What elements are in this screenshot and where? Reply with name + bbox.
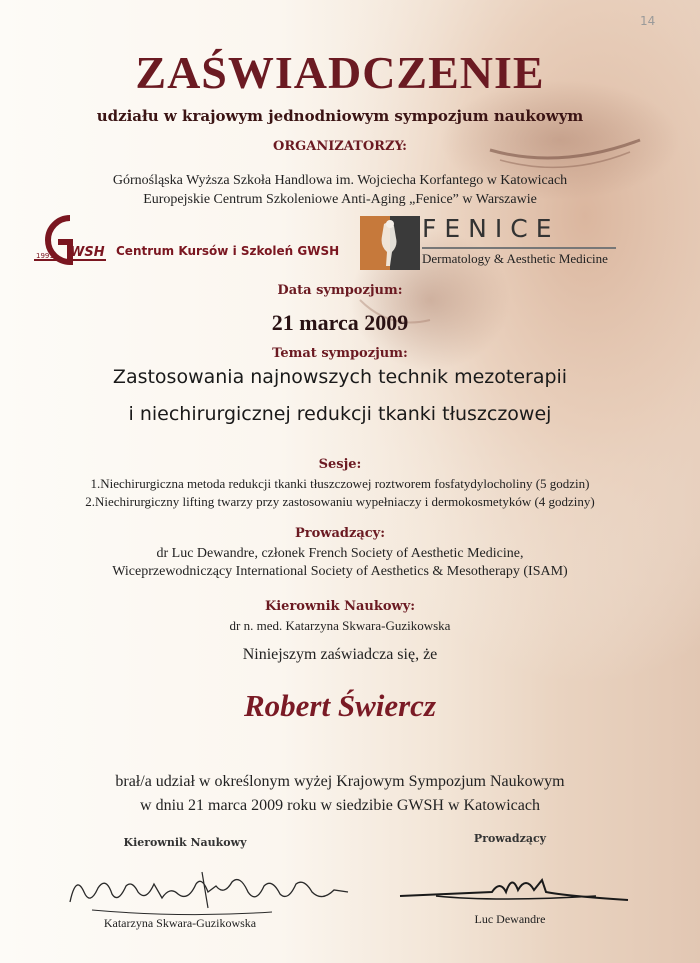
gwsh-logo-year: 1991 bbox=[36, 252, 54, 260]
right-signature-label: Prowadzący bbox=[473, 832, 547, 845]
left-handwritten-signature bbox=[62, 862, 362, 922]
gwsh-logo bbox=[30, 212, 108, 268]
topic-line-1: Zastosowania najnowszych technik mezoterapii bbox=[112, 366, 568, 388]
date-value: 21 marca 2009 bbox=[271, 310, 409, 335]
right-handwritten-signature bbox=[396, 862, 636, 910]
topic-line-2: i niechirurgicznej redukcji tkanki tłuszczowej bbox=[128, 403, 552, 425]
gwsh-centre-name: Centrum Kursów i Szkoleń GWSH bbox=[116, 244, 340, 258]
fenice-brand-name: FENICE bbox=[422, 214, 560, 243]
recipient-name: Robert Świercz bbox=[243, 688, 437, 723]
scientific-head-name: dr n. med. Katarzyna Skwara-Guzikowska bbox=[229, 618, 451, 633]
fenice-divider bbox=[422, 247, 616, 249]
page-number: 14 bbox=[640, 14, 656, 28]
lecturer-label: Prowadzący: bbox=[294, 526, 386, 541]
closing-line-1: brał/a udział w określonym wyżej Krajowym Sympozjum Naukowym bbox=[115, 773, 565, 790]
fenice-logo-icon bbox=[360, 216, 420, 270]
organizers-label: ORGANIZATORZY: bbox=[273, 139, 407, 154]
sessions-label: Sesje: bbox=[318, 457, 362, 472]
fenice-tagline: Dermatology & Aesthetic Medicine bbox=[422, 251, 608, 266]
topic-label: Temat sympozjum: bbox=[272, 346, 408, 361]
session-item-2: 2.Niechirurgiczny lifting twarzy przy zastosowaniu wypełniaczy i dermokosmetyków (4 godziny) bbox=[85, 494, 595, 509]
date-label: Data sympozjum: bbox=[277, 283, 403, 298]
scientific-head-label: Kierownik Naukowy: bbox=[264, 599, 416, 614]
lecturer-line-1: dr Luc Dewandre, członek French Society of Aesthetic Medicine, bbox=[156, 546, 524, 561]
certification-statement: Niniejszym zaświadcza się, że bbox=[242, 646, 438, 663]
lecturer-line-2: Wiceprzewodniczący International Society of Aesthetics & Mesotherapy (ISAM) bbox=[112, 564, 568, 579]
left-signatory-name: Katarzyna Skwara-Guzikowska bbox=[103, 916, 257, 930]
session-item-1: 1.Niechirurgiczna metoda redukcji tkanki tłuszczowej roztworem fosfatydylocholiny (5 godzin) bbox=[90, 476, 590, 491]
gwsh-logo-mark: WSH bbox=[70, 245, 105, 260]
organizer-line-1: Górnośląska Wyższa Szkoła Handlowa im. Wojciecha Korfantego w Katowicach bbox=[112, 173, 568, 188]
right-signatory-name: Luc Dewandre bbox=[474, 912, 546, 926]
organizer-line-2: Europejskie Centrum Szkoleniowe Anti-Aging „Fenice” w Warszawie bbox=[143, 192, 537, 207]
left-signature-label: Kierownik Naukowy bbox=[123, 836, 247, 849]
certificate-title: ZAŚWIADCZENIE bbox=[135, 47, 545, 98]
certificate-subtitle: udziału w krajowym jednodniowym sympozjum naukowym bbox=[96, 107, 584, 125]
closing-line-2: w dniu 21 marca 2009 roku w siedzibie GWSH w Katowicach bbox=[140, 797, 540, 814]
